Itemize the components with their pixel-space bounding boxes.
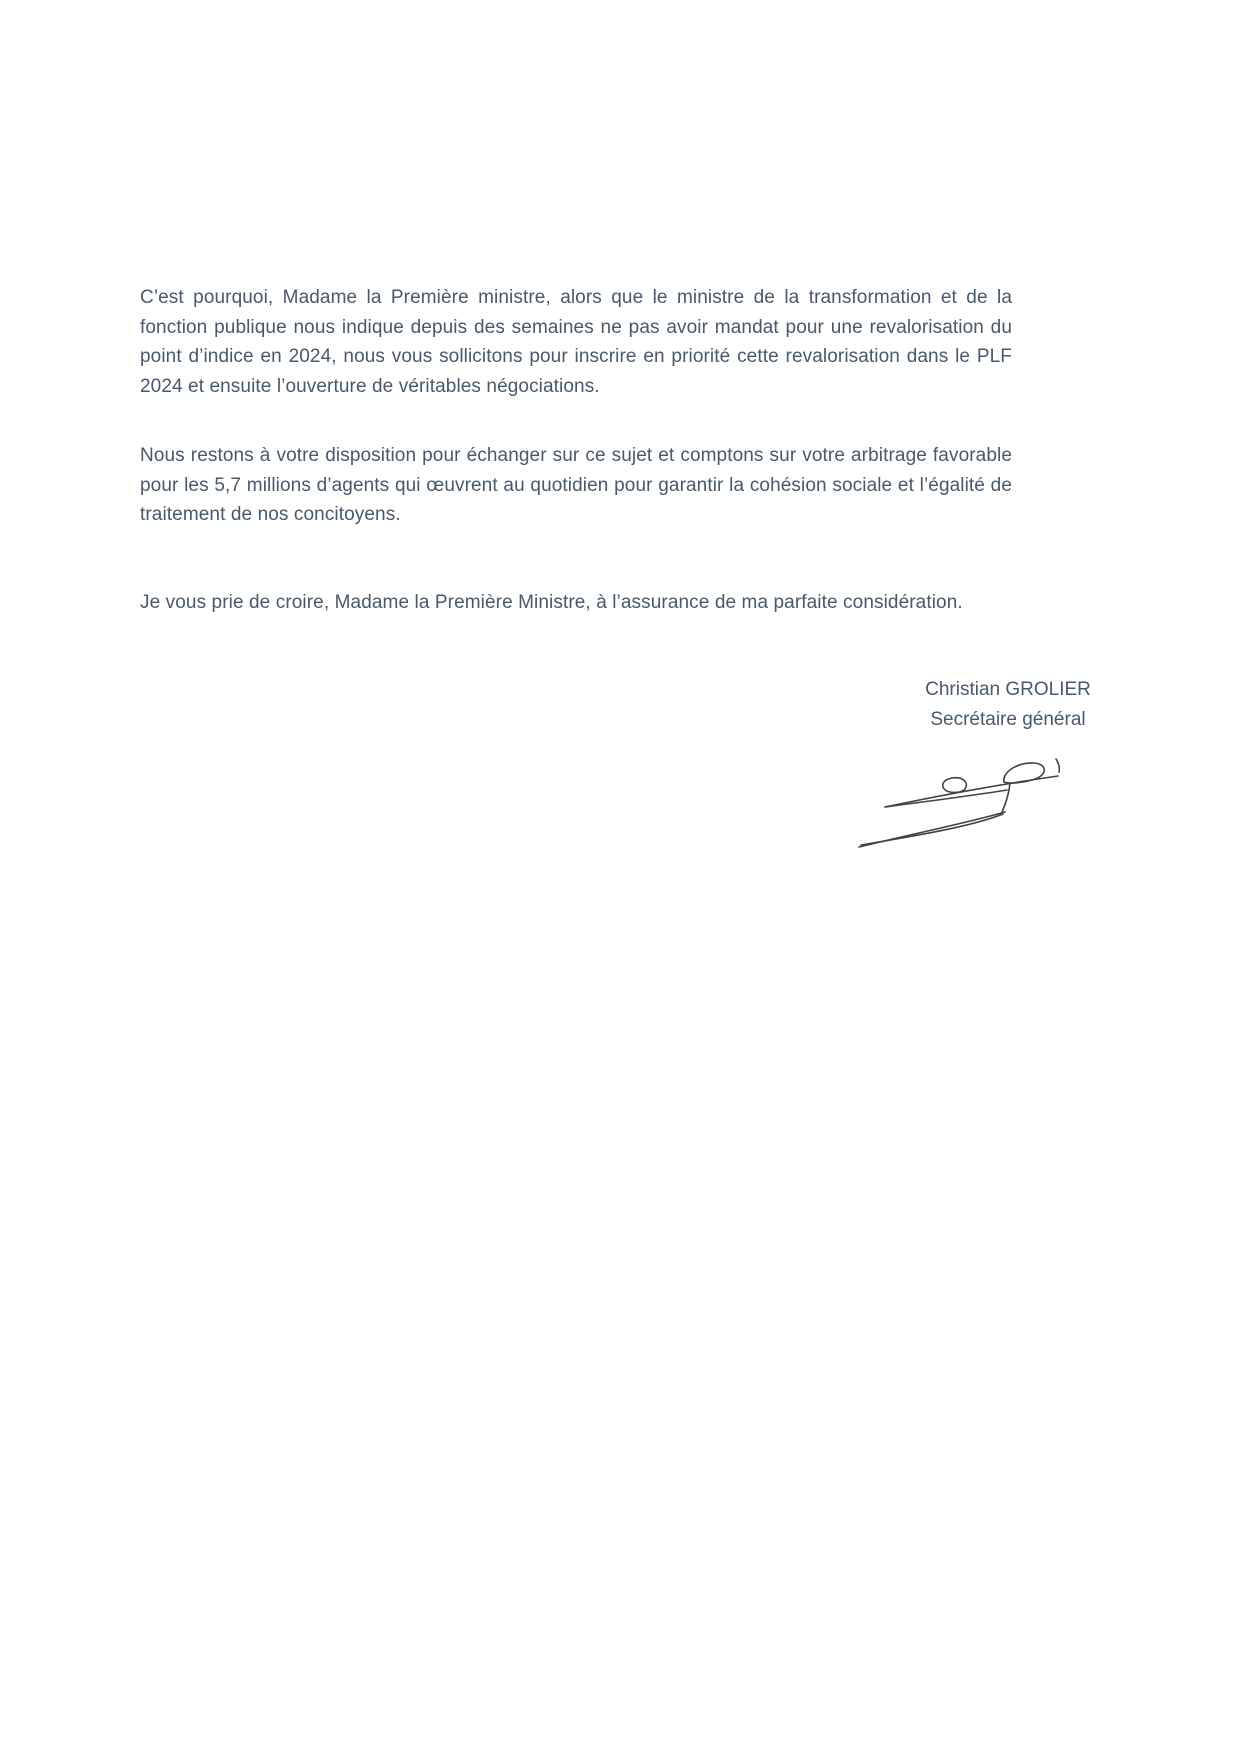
signature-scribble-icon bbox=[852, 750, 1078, 864]
signer-name: Christian GROLIER bbox=[925, 679, 1091, 700]
closing-formula: Je vous prie de croire, Madame la Première Ministre, à l’assurance de ma parfaite considération. bbox=[140, 592, 963, 613]
signer-title: Secrétaire général bbox=[930, 709, 1086, 730]
paragraph-request-revalorisation: C’est pourquoi, Madame la Première ministre, alors que le ministre de la transformation et de la fonction publique nous indique depuis des semaines ne pas avoir mandat pour une revalorisation du point d’indice en 2024, nous vous sollicitons pour inscrire en priorité cette revalorisation dans le PLF 2024 et ensuite l’ouverture de véritables négociations. bbox=[140, 287, 1012, 397]
paragraph-disposition: Nous restons à votre disposition pour échanger sur ce sujet et comptons sur votre arbitrage favorable pour les 5,7 millions d’agents qui œuvrent au quotidien pour garantir la cohésion sociale et l’égalité de traitement de nos concitoyens. bbox=[140, 445, 1012, 525]
signature-block bbox=[858, 675, 1158, 735]
handwritten-signature bbox=[852, 750, 1078, 864]
